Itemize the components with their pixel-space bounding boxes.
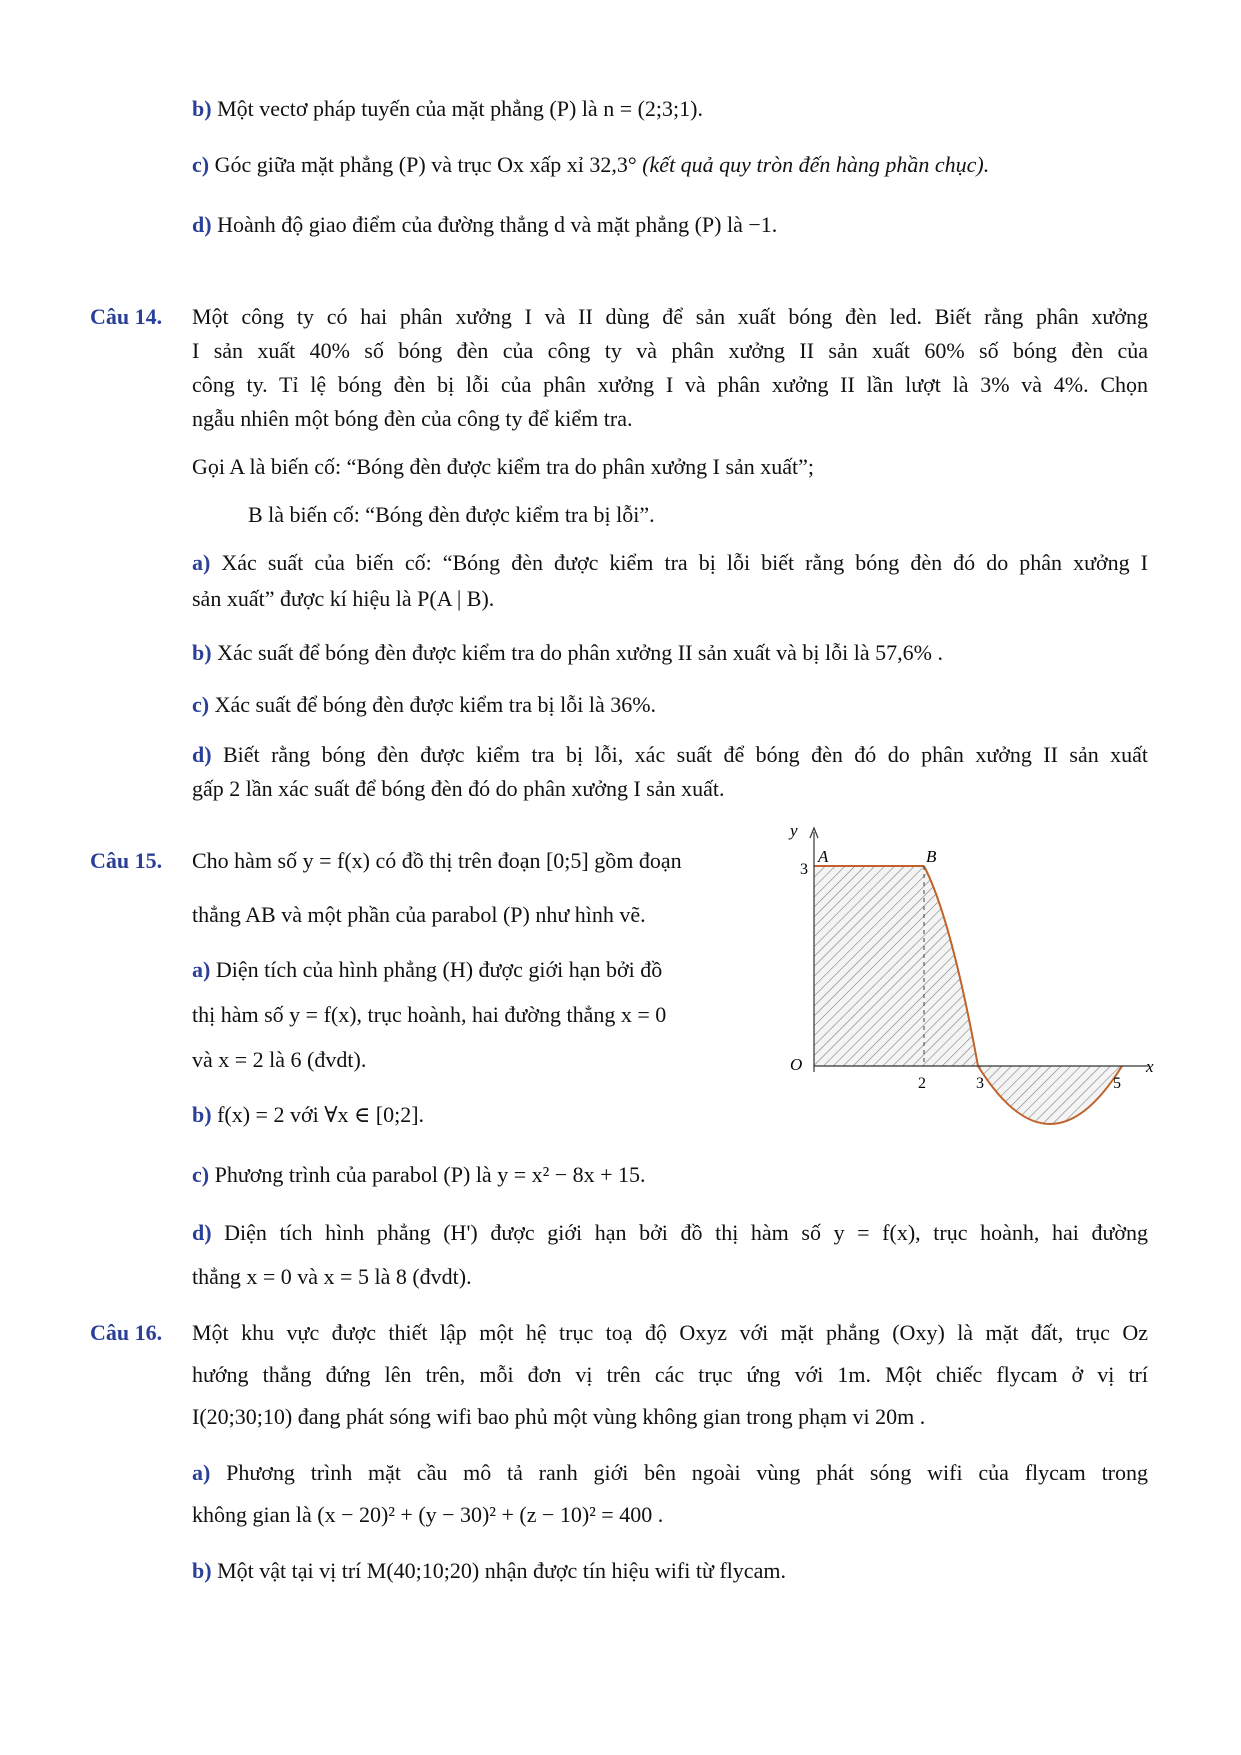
tick-x5: 5: [1113, 1075, 1121, 1092]
option-text: Phương trình mặt cầu mô tả ranh giới bên ngoài vùng phát sóng wifi của flycam trong: [226, 1460, 1149, 1485]
q16-option-a-cont: không gian là (x − 20)² + (y − 30)² + (z − 10)² = 400 .: [192, 1502, 664, 1527]
option-text: Xác suất của biến cố: “Bóng đèn được kiểm tra bị lỗi biết rằng bóng đèn đó do phân xưởng I: [221, 550, 1148, 575]
q15-option-c: [192, 1160, 646, 1190]
q15-option-b: [192, 1100, 424, 1130]
q13-option-d: [192, 210, 777, 240]
option-label: a): [192, 1460, 211, 1485]
question-15-heading: Câu 15.: [90, 848, 163, 873]
q14-option-d: [192, 740, 1148, 770]
option-text: Một vectơ pháp tuyến của mặt phẳng (P) là n = (2;3;1).: [217, 96, 703, 121]
origin-label: O: [790, 1055, 803, 1074]
option-label: b): [192, 1558, 212, 1583]
q14-stem-line: ngẫu nhiên một bóng đèn của công ty để kiểm tra.: [192, 406, 633, 431]
y-axis-label: y: [790, 822, 798, 840]
question-14-heading: Câu 14.: [90, 304, 163, 329]
q14-stem-line: công ty. Tỉ lệ bóng đèn bị lỗi của phân xưởng I và phân xưởng II lần lượt là 3% và 4%. Chọn: [192, 372, 1148, 397]
x-axis-label: x: [1146, 1057, 1154, 1076]
option-label: b): [192, 96, 212, 121]
q14-event-b: B là biến cố: “Bóng đèn được kiểm tra bị lỗi”.: [248, 502, 655, 527]
option-note: (kết quả quy tròn đến hàng phần chục).: [642, 152, 990, 177]
option-text: Biết rằng bóng đèn được kiểm tra bị lỗi, xác suất để bóng đèn đó do phân xưởng II sản xuất: [223, 742, 1149, 767]
option-label: d): [192, 212, 212, 237]
option-text: Xác suất để bóng đèn được kiểm tra bị lỗi là 36%.: [214, 692, 657, 717]
option-label: a): [192, 957, 211, 982]
option-text: f(x) = 2 với ∀x ∈ [0;2].: [217, 1102, 425, 1127]
q15-stem-line: thẳng AB và một phần của parabol (P) như hình vẽ.: [192, 902, 646, 927]
q15-option-d: [192, 1218, 1148, 1248]
option-text: Hoành độ giao điểm của đường thẳng d và mặt phẳng (P) là −1.: [217, 212, 778, 237]
q13-option-c: [192, 150, 989, 180]
option-label: d): [192, 1220, 212, 1245]
option-label: b): [192, 640, 212, 665]
tick-x2: 2: [918, 1075, 926, 1092]
option-text: Phương trình của parabol (P) là y = x² − 8x + 15.: [214, 1162, 646, 1187]
point-a-label: A: [818, 847, 829, 866]
q16-stem-line: Một khu vực được thiết lập một hệ trục toạ độ Oxyz với mặt phẳng (Oxy) là mặt đất, trục Oz: [192, 1320, 1148, 1345]
option-label: c): [192, 152, 210, 177]
q15-stem-line: Cho hàm số y = f(x) có đồ thị trên đoạn [0;5] gồm đoạn: [192, 848, 682, 873]
option-text: Góc giữa mặt phẳng (P) và trục Ox xấp xỉ 32,3°: [214, 152, 637, 177]
option-label: a): [192, 550, 211, 575]
q13-option-b: [192, 94, 703, 124]
q14-option-a-cont: sản xuất” được kí hiệu là P(A | B).: [192, 586, 495, 611]
option-text: Diện tích của hình phẳng (H) được giới hạn bởi đồ: [215, 957, 663, 982]
tick-x3: 3: [976, 1075, 984, 1092]
tick-y3: 3: [800, 861, 808, 878]
q14-option-d-cont: gấp 2 lần xác suất để bóng đèn đó do phân xưởng I sản xuất.: [192, 776, 725, 801]
q16-option-b: [192, 1556, 786, 1586]
option-text: Xác suất để bóng đèn được kiểm tra do phân xưởng II sản xuất và bị lỗi là 57,6% .: [217, 640, 943, 665]
option-text: Diện tích hình phẳng (H') được giới hạn bởi đồ thị hàm số y = f(x), trục hoành, hai đường: [224, 1220, 1148, 1245]
q15-option-d-cont: thẳng x = 0 và x = 5 là 8 (đvdt).: [192, 1264, 472, 1289]
q15-option-a-cont: thị hàm số y = f(x), trục hoành, hai đường thẳng x = 0: [192, 1002, 667, 1027]
q14-stem-line: Một công ty có hai phân xưởng I và II dùng để sản xuất bóng đèn led. Biết rằng phân xưởng: [192, 304, 1148, 329]
question-16-heading: Câu 16.: [90, 1320, 163, 1345]
q15-option-a: [192, 955, 662, 985]
option-label: d): [192, 742, 212, 767]
q14-option-b: [192, 638, 943, 668]
option-label: b): [192, 1102, 212, 1127]
q14-option-a: [192, 548, 1148, 578]
option-text: Một vật tại vị trí M(40;10;20) nhận được tín hiệu wifi từ flycam.: [217, 1558, 786, 1583]
q15-function-graph: [770, 822, 1170, 1142]
q14-option-c: [192, 690, 656, 720]
q16-option-a: [192, 1458, 1148, 1488]
option-label: c): [192, 692, 210, 717]
q16-stem-line: hướng thẳng đứng lên trên, mỗi đơn vị trên các trục ứng với 1m. Một chiếc flycam ở vị trí: [192, 1362, 1148, 1387]
option-label: c): [192, 1162, 210, 1187]
q14-stem-line: I sản xuất 40% số bóng đèn của công ty và phân xưởng II sản xuất 60% số bóng đèn của: [192, 338, 1148, 363]
point-b-label: B: [926, 847, 937, 866]
region-h-upper: [814, 866, 978, 1066]
q15-option-a-cont: và x = 2 là 6 (đvdt).: [192, 1047, 367, 1072]
q14-event-a: Gọi A là biến cố: “Bóng đèn được kiểm tra do phân xưởng I sản xuất”;: [192, 454, 815, 479]
q16-stem-line: I(20;30;10) đang phát sóng wifi bao phủ một vùng không gian trong phạm vi 20m .: [192, 1404, 926, 1429]
